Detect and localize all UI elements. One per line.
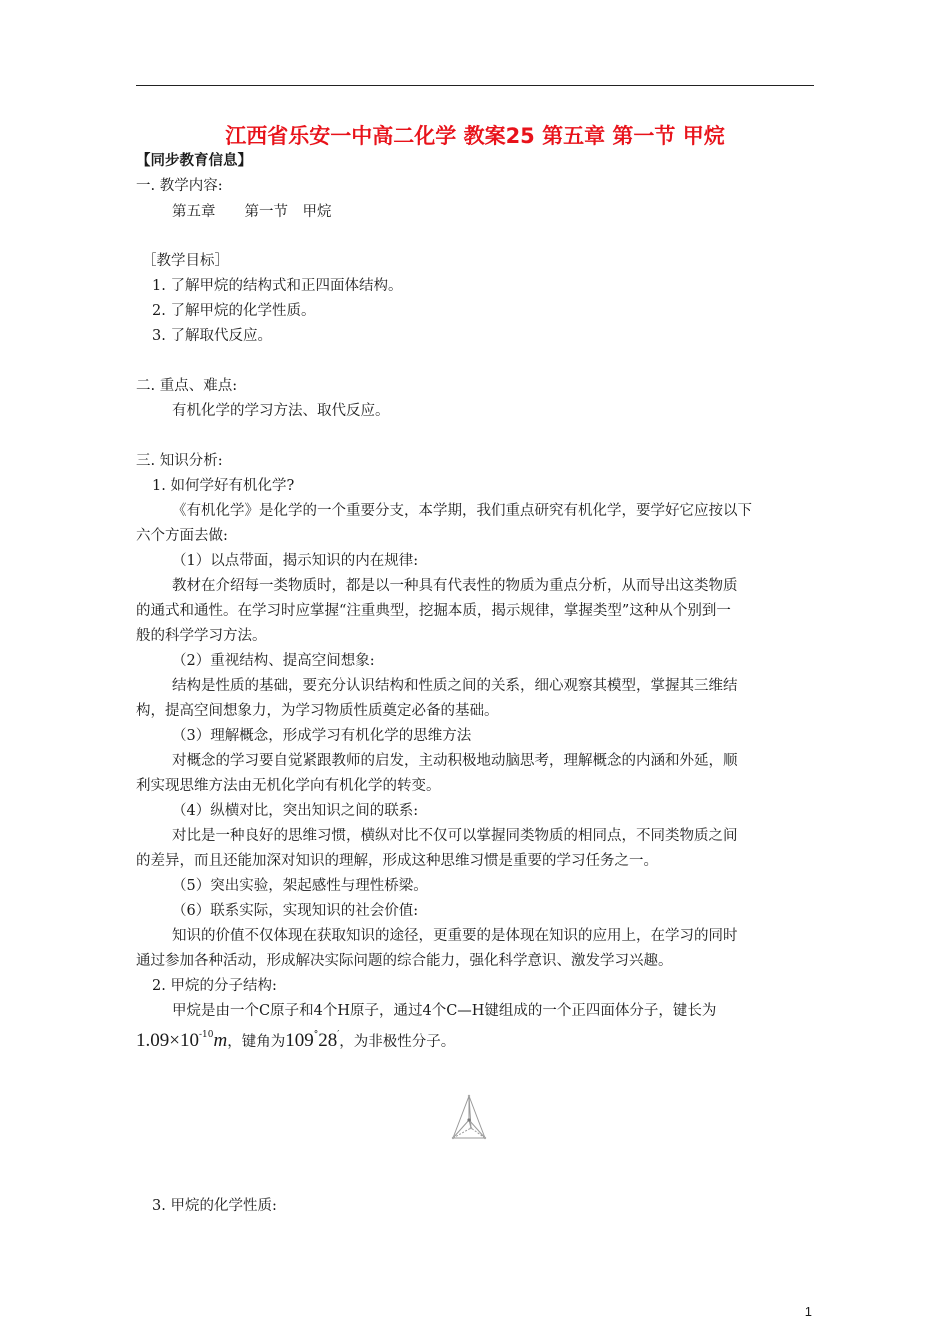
teaching-content: 第五章 第一节 甲烷 — [172, 204, 332, 220]
paragraph-line: 教材在介绍每一类物质时，都是以一种具有代表性的物质为重点分析，从而导出这类物质 — [172, 578, 738, 594]
section-2-heading: 二. 重点、难点: — [136, 378, 238, 394]
sync-info-label: 【同步教育信息】 — [136, 153, 252, 169]
bond-data-line — [136, 1022, 455, 1055]
page-number: 1 — [804, 1304, 812, 1319]
paragraph-line: 构，提高空间想象力，为学习物质性质奠定必备的基础。 — [136, 703, 499, 719]
method-4-title: （4）纵横对比，突出知识之间的联系: — [172, 803, 419, 819]
paragraph-line: 甲烷是由一个C原子和4个H原子，通过4个C—H键组成的一个正四面体分子，键长为 — [172, 1003, 717, 1019]
paragraph-line: 的通式和通性。在学习时应掌握“注重典型，挖掘本质，揭示规律，掌握类型”这种从个别到一 — [136, 603, 731, 619]
paragraph-line: 知识的价值不仅体现在获取知识的途径，更重要的是体现在知识的应用上，在学习的同时 — [172, 928, 738, 944]
section-3-heading: 三. 知识分析: — [136, 453, 223, 469]
method-5-title: （5）突出实验，架起感性与理性桥梁。 — [172, 878, 428, 894]
method-3-title: （3）理解概念，形成学习有机化学的思维方法 — [172, 728, 472, 744]
paragraph-line: 结构是性质的基础，要充分认识结构和性质之间的关系，细心观察其模型，掌握其三维结 — [172, 678, 738, 694]
angle-degrees: 109 — [285, 1030, 314, 1051]
bond-length-exponent: -10 — [198, 1030, 214, 1040]
paragraph-line: 对比是一种良好的思维习惯，横纵对比不仅可以掌握同类物质的相同点，不同类物质之间 — [172, 828, 738, 844]
angle-prefix: ，键角为 — [227, 1034, 286, 1050]
method-2-title: （2）重视结构、提高空间想象: — [172, 653, 375, 669]
bond-length-value: 1.09 — [136, 1030, 170, 1051]
method-1-title: （1）以点带面，揭示知识的内在规律: — [172, 553, 419, 569]
methane-tetrahedron-diagram — [449, 1094, 489, 1142]
paragraph-line: 《有机化学》是化学的一个重要分支，本学期，我们重点研究有机化学，要学好它应按以下 — [172, 503, 752, 519]
method-6-title: （6）联系实际，实现知识的社会价值: — [172, 903, 419, 919]
header-rule — [136, 85, 814, 86]
angle-minutes: 28 — [318, 1030, 338, 1051]
teaching-goals-heading: ［教学目标］ — [142, 253, 229, 269]
angle-degree-mark: ° — [313, 1030, 319, 1040]
paragraph-line: 对概念的学习要自觉紧跟教师的启发，主动积极地动脑思考，理解概念的内涵和外延，顺 — [172, 753, 738, 769]
bond-length-unit: m — [213, 1030, 228, 1051]
bond-length-times: ×10 — [169, 1030, 199, 1051]
goal-item: 3. 了解取代反应。 — [152, 328, 272, 344]
question-1: 1. 如何学好有机化学? — [152, 478, 295, 494]
question-3: 3. 甲烷的化学性质: — [152, 1198, 277, 1214]
paragraph-line: 通过参加各种活动，形成解决实际问题的综合能力，强化科学意识、激发学习兴趣。 — [136, 953, 673, 969]
paragraph-line: 利实现思维方法由无机化学向有机化学的转变。 — [136, 778, 441, 794]
paragraph-line: 的差异，而且还能加深对知识的理解，形成这种思维习惯是重要的学习任务之一。 — [136, 853, 658, 869]
goal-item: 2. 了解甲烷的化学性质。 — [152, 303, 316, 319]
paragraph-line: 六个方面去做: — [136, 528, 228, 544]
goal-item: 1. 了解甲烷的结构式和正四面体结构。 — [152, 278, 403, 294]
page-title: 江西省乐安一中高二化学 教案25 第五章 第一节 甲烷 — [225, 124, 725, 148]
angle-minute-mark: ′ — [337, 1030, 340, 1040]
paragraph-line: 般的科学学习方法。 — [136, 628, 267, 644]
section-1-heading: 一. 教学内容: — [136, 178, 223, 194]
angle-suffix: ，为非极性分子。 — [339, 1034, 456, 1050]
key-points: 有机化学的学习方法、取代反应。 — [172, 403, 390, 419]
question-2: 2. 甲烷的分子结构: — [152, 978, 277, 994]
